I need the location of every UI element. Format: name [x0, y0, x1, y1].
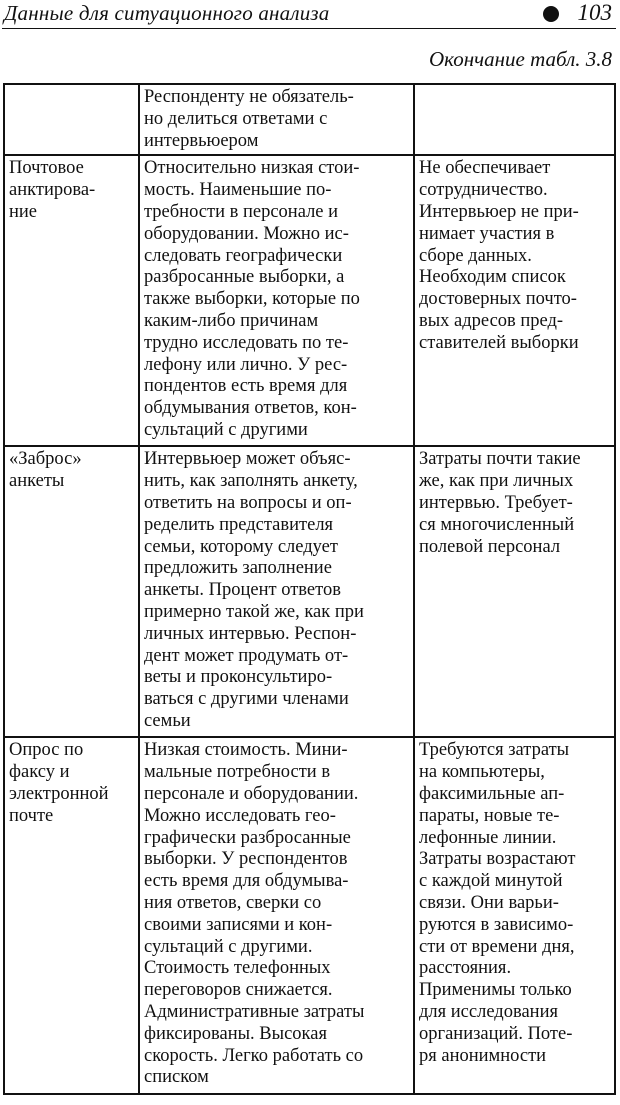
- table-row: [4, 446, 615, 737]
- running-header-title: Данные для ситуационного анализа: [4, 1, 330, 25]
- disadvantages-cell: Не обеспечивает сотрудничество. Интервьюер не при- нимает участия в сборе данных. Необходим список достоверных почто- вых адресов пред- ставителей выборки: [414, 155, 615, 446]
- advantages-cell: Респонденту не обязатель- но делиться ответами с интервьюером: [139, 84, 414, 155]
- table-caption: Окончание табл. 3.8: [429, 47, 612, 71]
- table-row: [4, 737, 615, 1094]
- method-cell: [4, 84, 139, 155]
- page-number: 103: [577, 0, 612, 25]
- method-cell: Опрос по факсу и электронной почте: [4, 737, 139, 1094]
- disadvantages-cell: Требуются затраты на компьютеры, факсимильные ап- параты, новые те- лефонные линии. Затраты возрастают с каждой минутой связи. Они варьи- руются в зависимо- сти от времени дня, расстояния. Применимы только для исследования организаций. Поте- ря анонимности: [414, 737, 615, 1094]
- method-cell: «Заброс» анкеты: [4, 446, 139, 737]
- bullet-icon: [543, 6, 559, 22]
- data-table: [3, 83, 616, 1095]
- running-header: [2, 0, 616, 29]
- method-cell: Почтовое анктирова- ние: [4, 155, 139, 446]
- table-row: [4, 84, 615, 155]
- advantages-cell: Относительно низкая стои- мость. Наименьшие по- требности в персонале и оборудовании. Можно ис- следовать географически разбросанные выборки, а также выборки, которые по каким-либо причинам трудно исследовать по те- лефону или лично. У рес- пондентов есть время для обдумывания ответов, кон- сультаций с другими: [139, 155, 414, 446]
- disadvantages-cell: Затраты почти такие же, как при личных интервью. Требует- ся многочисленный полевой персонал: [414, 446, 615, 737]
- disadvantages-cell: [414, 84, 615, 155]
- advantages-cell: Низкая стоимость. Мини- мальные потребности в персонале и оборудовании. Можно исследовать гео- графически разбросанные выборки. У респондентов есть время для обдумыва- ния ответов, сверки со своими записями и кон- сультаций с другими. Стоимость телефонных переговоров снижается. Административные затраты фиксированы. Высокая скорость. Легко работать со списком: [139, 737, 414, 1094]
- table-row: [4, 155, 615, 446]
- advantages-cell: Интервьюер может объяс- нить, как заполнять анкету, ответить на вопросы и оп- ределить представителя семьи, которому следует предложить заполнение анкеты. Процент ответов примерно такой же, как при личных интервью. Респон- дент может продумать от- веты и проконсультиро- ваться с другими членами семьи: [139, 446, 414, 737]
